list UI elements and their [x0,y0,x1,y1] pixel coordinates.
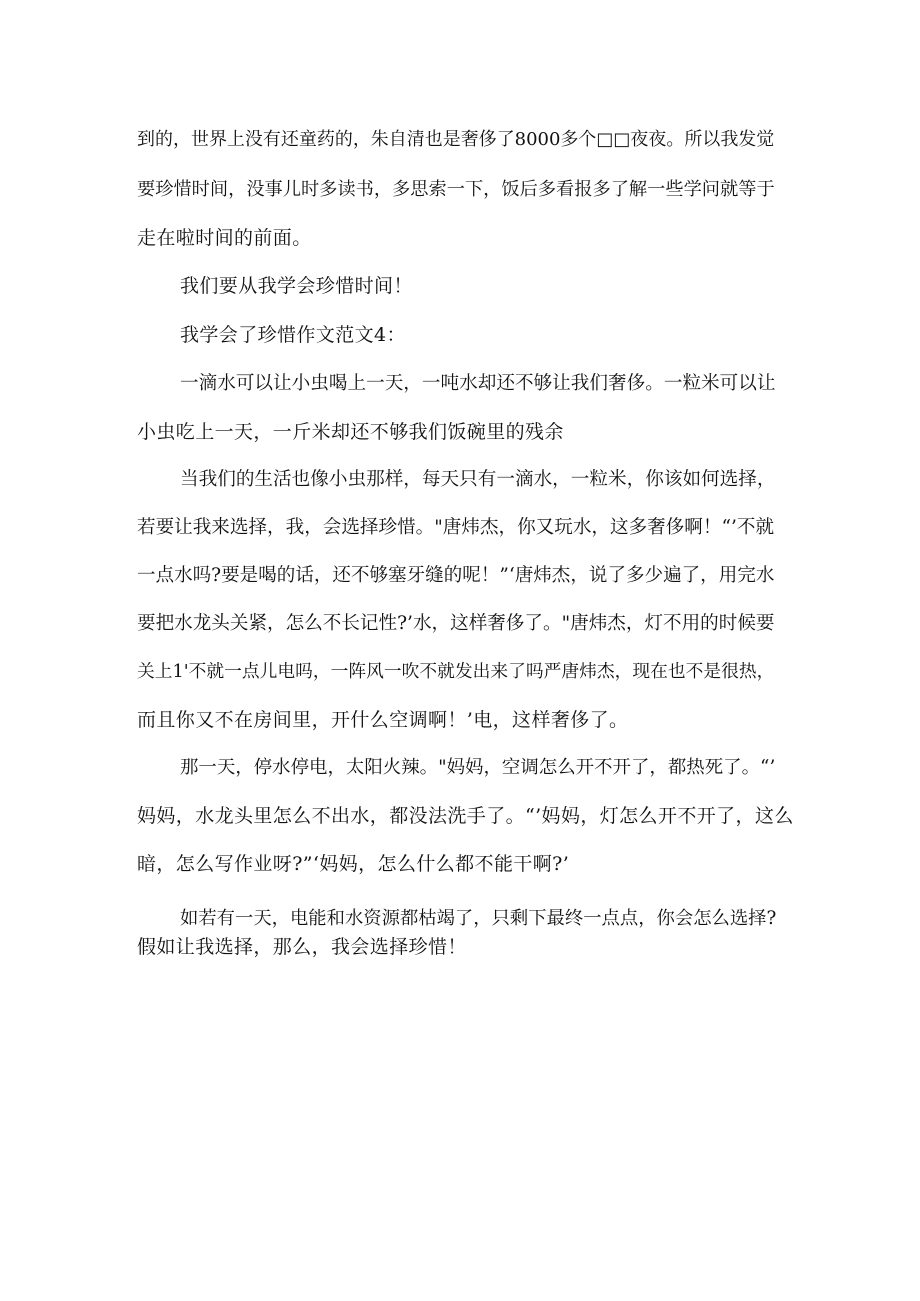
text-line: 那一天，停水停电，太阳火辣。"妈妈，空调怎么开不开了，都热死了。“’ [180,757,776,778]
text-line: 若要让我来选择，我，会选择珍惜。"唐炜杰，你又玩水，这多奢侈啊！“’不就 [137,517,775,538]
text-line: 走在啦时间的前面。 [137,227,312,249]
text-line: 而且你又不在房间里，开什么空调啊！’电，这样奢侈了。 [137,709,629,731]
text-line: 关上1'不就一点儿电吗，一阵风一吹不就发出来了吗严唐炜杰，现在也不是很热， [137,662,775,682]
text-line: 要珍惜时间，没事儿时多读书，多思索一下，饭后多看报多了解一些学问就等于 [137,179,775,200]
text-line: 如若有一天，电能和水资源都枯竭了，只剩下最终一点点，你会怎么选择? [180,908,777,929]
text-line: 妈妈，水龙头里怎么不出水，都没法洗手了。“’妈妈，灯怎么开不开了，这么 [137,805,794,827]
text-line: 一点水吗?要是喝的话，还不够塞牙缝的呢！”‘唐炜杰，说了多少遍了，用完水 [137,565,775,586]
text-line: 小虫吃上一天，一斤米却还不够我们饭碗里的残余 [137,421,564,443]
text-line: 要把水龙头关紧，怎么不长记性?’水，这样奢侈了。"唐炜杰，灯不用的时候要 [137,613,775,634]
section-heading: 我学会了珍惜作文范文4： [180,324,406,346]
text-line: 暗，怎么写作业呀?”‘妈妈，怎么什么都不能干啊?’ [137,853,570,875]
text-line: 当我们的生活也像小虫那样，每天只有一滴水，一粒米，你该如何选择， [180,469,776,490]
text-line: 一滴水可以让小虫喝上一天，一吨水却还不够让我们奢侈。一粒米可以让 [180,373,776,394]
text-line: 我们要从我学会珍惜时间！ [180,275,413,297]
text-line: 到的，世界上没有还童药的，朱自清也是奢侈了8000多个□□夜夜。所以我发觉 [137,129,775,150]
text-line: 假如让我选择，那么，我会选择珍惜！ [137,936,467,958]
